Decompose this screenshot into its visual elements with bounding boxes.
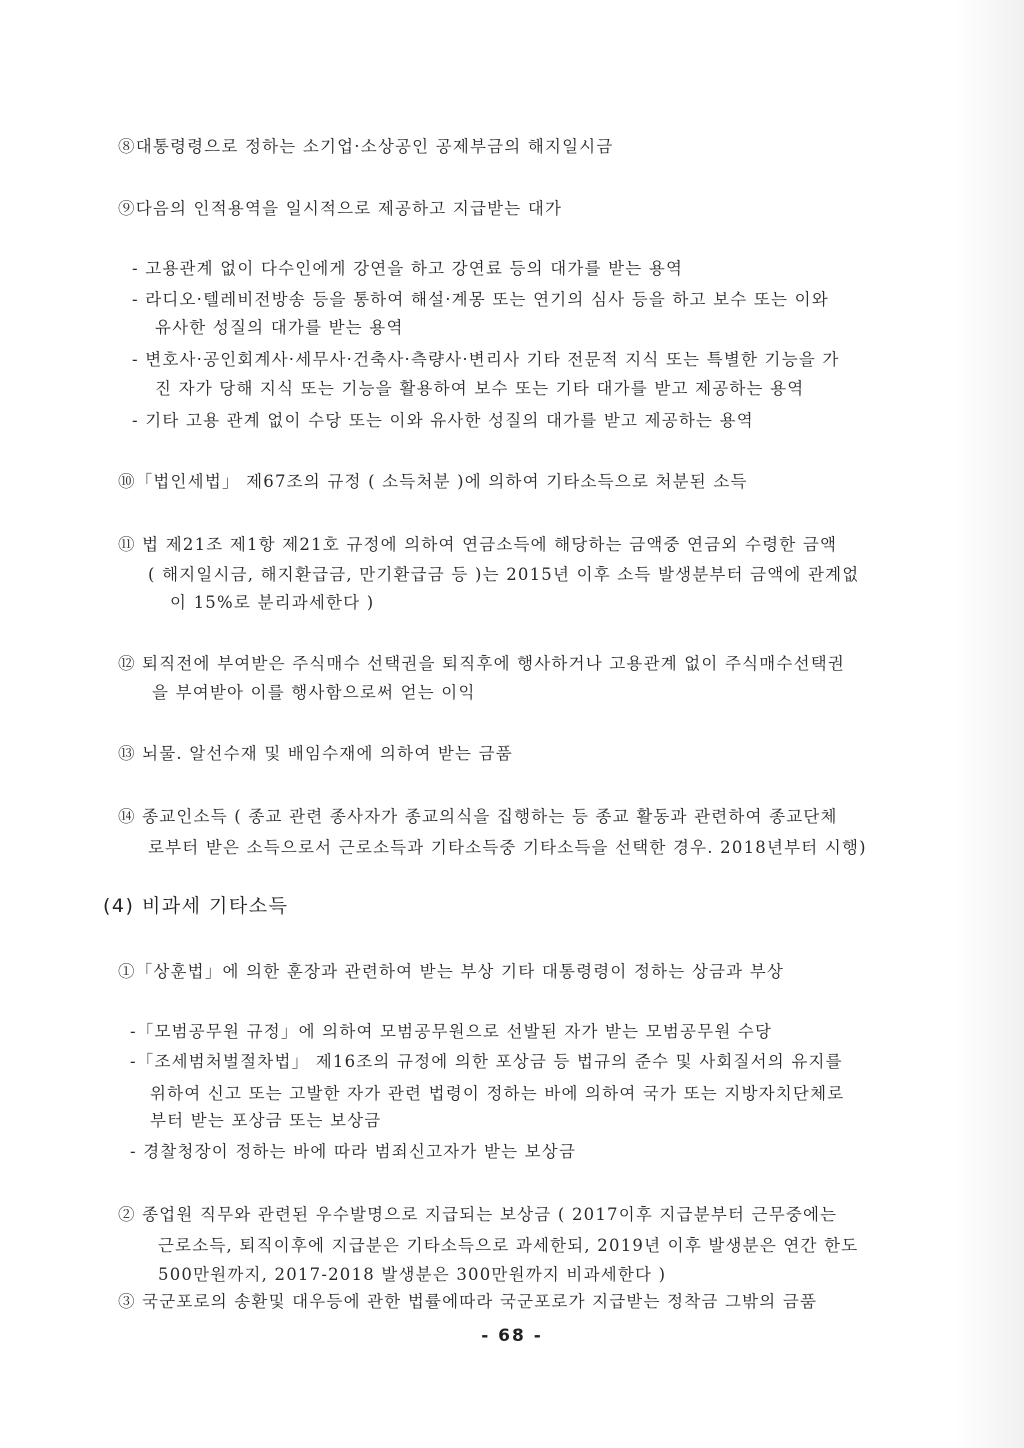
exempt-item-2-cont-2: 500만원까지, 2017-2018 발생분은 300만원까지 비과세한다 ) (158, 1265, 667, 1284)
exempt-item-1-sub-3: - 경찰청장이 정하는 바에 따라 범죄신고자가 받는 보상금 (130, 1142, 577, 1161)
item-9: ⑨다음의 인적용역을 일시적으로 제공하고 지급받는 대가 (118, 199, 563, 218)
item-12: ⑫ 퇴직전에 부여받은 주식매수 선택권을 퇴직후에 행사하거나 고용관계 없이 주식매수선택권 (118, 654, 845, 673)
item-13: ⑬ 뇌물. 알선수재 및 배임수재에 의하여 받는 금품 (118, 744, 513, 763)
section-heading: (4) 비과세 기타소득 (103, 895, 289, 917)
item-14: ⑭ 종교인소득 ( 종교 관련 종사자가 종교의식을 집행하는 등 종교 활동과 관련하여 종교단체 (118, 807, 838, 826)
item-11: ⑪ 법 제21조 제1항 제21호 규정에 의하여 연금소득에 해당하는 금액중 연금외 수령한 금액 (118, 535, 838, 554)
item-11-cont-1: ( 해지일시금, 해지환급금, 만기환급금 등 )는 2015년 이후 소득 발생분부터 금액에 관계없 (148, 565, 860, 584)
exempt-item-1: ①「상훈법」에 의한 훈장과 관련하여 받는 부상 기타 대통령령이 정하는 상금과 부상 (118, 962, 784, 981)
item-9-sub-4: - 기타 고용 관계 없이 수당 또는 이와 유사한 성질의 대가를 받고 제공하는 용역 (132, 411, 754, 430)
exempt-item-2: ② 종업원 직무와 관련된 우수발명으로 지급되는 보상금 ( 2017이후 지급분부터 근무중에는 (118, 1205, 838, 1224)
item-11-cont-2: 이 15%로 분리과세한다 ) (170, 593, 375, 612)
exempt-item-3: ③ 국군포로의 송환및 대우등에 관한 법률에따라 국군포로가 지급받는 정착금 그밖의 금품 (118, 1292, 818, 1311)
item-12-cont: 을 부여받아 이를 행사함으로써 얻는 이익 (152, 683, 476, 702)
item-10: ⑩「법인세법」 제67조의 규정 ( 소득처분 )에 의하여 기타소득으로 처분된 소득 (118, 472, 748, 491)
page-edge-shadow (954, 0, 1024, 1448)
exempt-item-1-sub-2-cont-2: 부터 받는 포상금 또는 보상금 (150, 1111, 382, 1130)
item-14-cont: 로부터 받은 소득으로서 근로소득과 기타소득중 기타소득을 선택한 경우. 2018년부터 시행) (148, 838, 867, 857)
item-8: ⑧대통령령으로 정하는 소기업·소상공인 공제부금의 해지일시금 (118, 137, 614, 156)
item-9-sub-1: - 고용관계 없이 다수인에게 강연을 하고 강연료 등의 대가를 받는 용역 (132, 259, 684, 278)
item-9-sub-3-cont: 진 자가 당해 지식 또는 기능을 활용하여 보수 또는 기타 대가를 받고 제공하는 용역 (155, 379, 805, 398)
exempt-item-2-cont-1: 근로소득, 퇴직이후에 지급분은 기타소득으로 과세한되, 2019년 이후 발생분은 연간 한도 (158, 1236, 859, 1255)
exempt-item-1-sub-1: -「모범공무원 규정」에 의하여 모범공무원으로 선발된 자가 받는 모범공무원 수당 (130, 1022, 773, 1041)
item-9-sub-2: - 라디오·텔레비전방송 등을 통하여 해설·계몽 또는 연기의 심사 등을 하고 보수 또는 이와 (132, 290, 829, 309)
item-9-sub-3: - 변호사·공인회계사·세무사·건축사·측량사·변리사 기타 전문적 지식 또는 특별한 기능을 가 (132, 350, 840, 369)
item-9-sub-2-cont: 유사한 성질의 대가를 받는 용역 (155, 318, 404, 337)
exempt-item-1-sub-2: -「조세범처벌절차법」 제16조의 규정에 의한 포상금 등 법규의 준수 및 사회질서의 유지를 (130, 1052, 843, 1071)
page-number: - 68 - (481, 1326, 543, 1346)
exempt-item-1-sub-2-cont-1: 위하여 신고 또는 고발한 자가 관련 법령이 정하는 바에 의하여 국가 또는 지방자치단체로 (150, 1084, 845, 1103)
